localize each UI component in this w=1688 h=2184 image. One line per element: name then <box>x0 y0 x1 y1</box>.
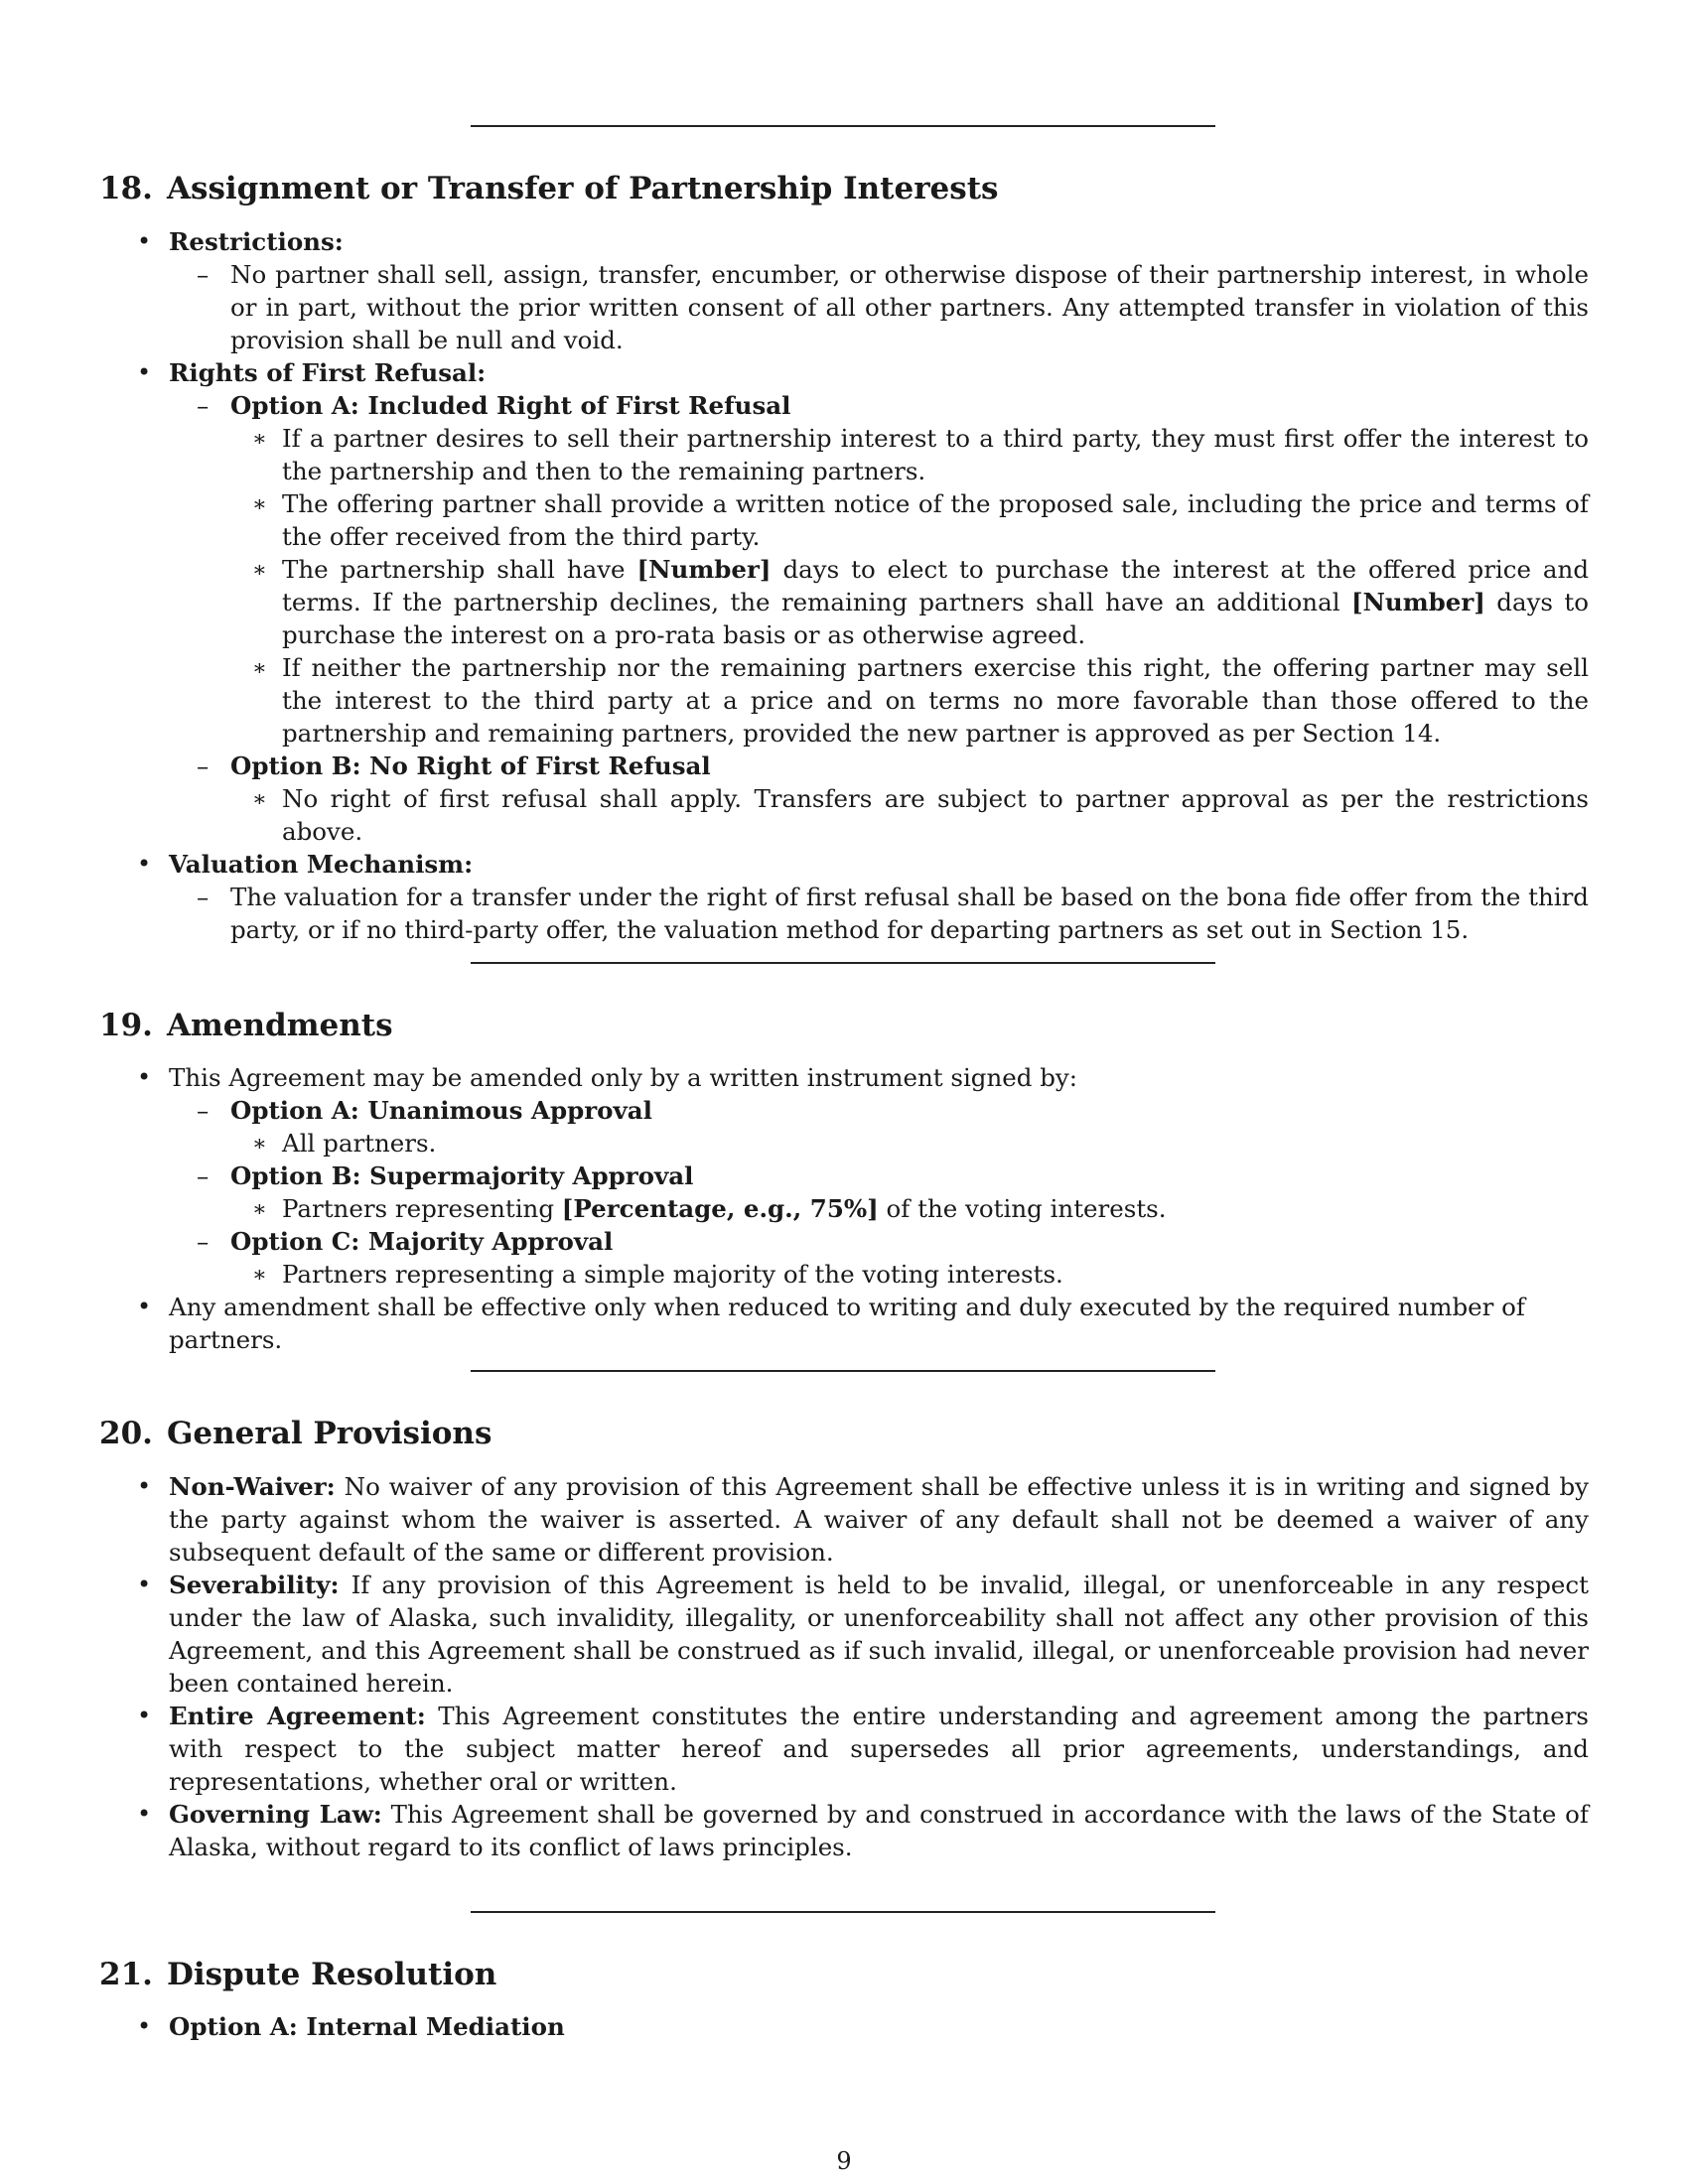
item-text: This Agreement shall be governed by and construed in accordance with the laws of the State of Alaska, without regard to its conflict of laws principles. <box>169 1800 1589 1861</box>
item-text: Partners representing a simple majority of the voting interests. <box>282 1260 1063 1289</box>
section-number: 20. <box>99 1416 153 1451</box>
section-divider <box>471 125 1215 127</box>
option-label: Option A: Internal Mediation <box>169 2012 565 2041</box>
item-text: The valuation for a transfer under the right of first refusal shall be based on the bona fide offer from the third party, or if no third-party offer, the valuation method for departing partners as set out in Section 15. <box>230 883 1589 944</box>
item-text: Any amendment shall be effective only when reduced to writing and duly executed by the required number of partners. <box>169 1293 1525 1354</box>
item-label: Entire Agreement: <box>169 1702 426 1730</box>
list-item <box>230 422 1589 487</box>
option-label: Option A: Included Right of First Refusal <box>230 391 791 420</box>
item-label: Governing Law: <box>169 1800 382 1829</box>
item-text: If neither the partnership nor the remaining partners exercise this right, the offering partner may sell the interest to the third party at a price and on terms no more favorable than those offered to the partnership and remaining partners, provided the new partner is approved as per Section 14. <box>282 653 1589 748</box>
placeholder-field: [Number] <box>636 555 772 584</box>
item-text: The offering partner shall provide a written notice of the proposed sale, including the price and terms of the offer received from the third party. <box>282 489 1589 551</box>
list-item <box>99 1291 1589 1356</box>
list-item <box>99 1061 1589 1291</box>
section-title: Amendments <box>166 1008 393 1043</box>
list-item <box>99 225 1589 356</box>
section-19-body <box>99 1061 1589 1356</box>
list-item <box>99 848 1589 946</box>
item-text: This Agreement constitutes the entire understanding and agreement among the partners with respect to the subject matter hereof and supersedes all prior agreements, understandings, and representations, whether oral or written. <box>169 1702 1589 1796</box>
placeholder-field: [Percentage, e.g., 75%] <box>561 1194 879 1223</box>
item-label: Rights of First Refusal: <box>169 358 487 387</box>
item-text: No right of first refusal shall apply. Transfers are subject to partner approval as per the restrictions above. <box>282 784 1589 846</box>
section-number: 19. <box>99 1008 153 1043</box>
section-18-body <box>99 225 1589 946</box>
section-20-heading <box>99 1416 492 1451</box>
list-item <box>169 881 1589 946</box>
list-item <box>230 1127 1589 1160</box>
list-item <box>230 553 1589 651</box>
list-item <box>230 1192 1589 1225</box>
list-item <box>230 1258 1589 1291</box>
list-item <box>169 750 1589 848</box>
section-divider <box>471 1911 1215 1913</box>
item-text: If a partner desires to sell their partnership interest to a third party, they must first offer the interest to the partnership and then to the remaining partners. <box>282 424 1589 485</box>
list-item <box>169 258 1589 356</box>
item-text: This Agreement may be amended only by a written instrument signed by: <box>169 1063 1078 1092</box>
list-item <box>169 1225 1589 1291</box>
list-item <box>169 1094 1589 1160</box>
list-item <box>99 1798 1589 1863</box>
list-item <box>230 651 1589 750</box>
list-item <box>99 356 1589 848</box>
option-label: Option C: Majority Approval <box>230 1227 614 1256</box>
option-label: Option B: Supermajority Approval <box>230 1161 694 1190</box>
section-title: Assignment or Transfer of Partnership Interests <box>166 171 999 206</box>
list-item <box>99 1470 1589 1569</box>
list-item <box>169 1160 1589 1225</box>
item-text: of the voting interests. <box>878 1194 1167 1223</box>
item-label: Restrictions: <box>169 227 344 256</box>
list-item <box>169 389 1589 750</box>
section-title: Dispute Resolution <box>166 1957 497 1992</box>
list-item <box>99 2010 1589 2043</box>
section-18-heading <box>99 171 998 206</box>
section-19-heading <box>99 1008 393 1043</box>
section-title: General Provisions <box>166 1416 492 1451</box>
item-text: If any provision of this Agreement is held to be invalid, illegal, or unenforceable in any respect under the law of Alaska, such invalidity, illegality, or unenforceability shall not affect any other provision of this Agreement, and this Agreement shall be construed as if such invalid, illegal, or unenforceable provision had never been contained herein. <box>169 1570 1589 1698</box>
item-text: No waiver of any provision of this Agreement shall be effective unless it is in writing and signed by the party against whom the waiver is asserted. A waiver of any default shall not be deemed a waiver of any subsequent default of the same or different provision. <box>169 1472 1589 1567</box>
option-label: Option A: Unanimous Approval <box>230 1096 652 1125</box>
section-divider <box>471 1370 1215 1372</box>
placeholder-field: [Number] <box>1350 588 1485 616</box>
item-text: Partners representing <box>282 1194 562 1223</box>
item-text: days to elect to purchase the interest at the offered price and terms. If the partnership declines, the remaining partners shall have an additional <box>282 555 1589 616</box>
item-text: All partners. <box>282 1129 437 1158</box>
section-number: 21. <box>99 1957 153 1992</box>
list-item <box>230 487 1589 553</box>
page-number: 9 <box>836 2147 852 2175</box>
item-label: Severability: <box>169 1570 340 1599</box>
item-label: Valuation Mechanism: <box>169 850 474 879</box>
section-21-heading <box>99 1957 496 1992</box>
section-20-body <box>99 1470 1589 1863</box>
section-21-body <box>99 2010 1589 2043</box>
list-item <box>230 782 1589 848</box>
item-text: The partnership shall have <box>282 555 637 584</box>
item-label: Non-Waiver: <box>169 1472 336 1501</box>
list-item <box>99 1700 1589 1798</box>
item-text: No partner shall sell, assign, transfer, encumber, or otherwise dispose of their partnership interest, in whole or in part, without the prior written consent of all other partners. Any attempted transfer in violation of this provision shall be null and void. <box>230 260 1589 354</box>
list-item <box>99 1569 1589 1700</box>
item-text: days to purchase the interest on a pro-rata basis or as otherwise agreed. <box>282 588 1589 649</box>
section-number: 18. <box>99 171 153 206</box>
option-label: Option B: No Right of First Refusal <box>230 751 711 780</box>
section-divider <box>471 962 1215 964</box>
